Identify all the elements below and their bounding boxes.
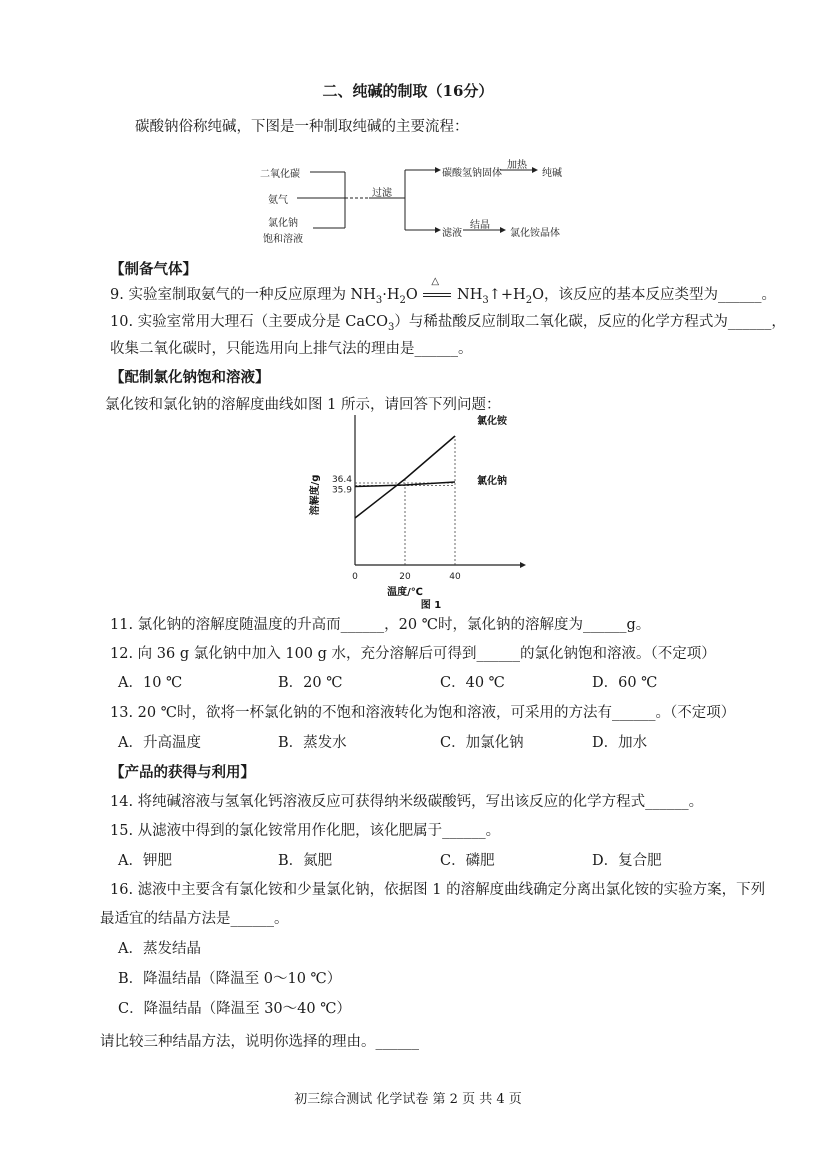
q13-option-a[interactable]: A．升高温度 (118, 735, 201, 751)
flow-input-saturated: 饱和溶液 (263, 234, 303, 245)
question-13: 13. 20 ℃时，欲将一杯氯化钠的不饱和溶液转化为饱和溶液，可采用的方法有______。（不定项） (110, 705, 736, 721)
flow-input-nh3: 氨气 (268, 195, 288, 206)
flow-crystallize-label: 结晶 (470, 220, 490, 231)
series-line-nh4cl (355, 436, 455, 518)
flow-filtrate: 滤液 (442, 228, 462, 239)
flow-solid: 碳酸氢钠固体 (442, 168, 502, 179)
q16-option-c[interactable]: C．降温结晶（降温至 30～40 ℃） (118, 1001, 351, 1017)
question-16: 16. 滤液中主要含有氯化铵和少量氯化钠，依据图 1 的溶解度曲线确定分离出氯化铵的实验方案，下列 (110, 882, 766, 898)
q15-option-b[interactable]: B．氮肥 (278, 853, 333, 869)
y-axis-label: 溶解度/g (310, 474, 321, 516)
flow-filter-label: 过滤 (372, 188, 392, 199)
flow-input-nacl: 氯化钠 (268, 218, 298, 229)
question-12: 12. 向 36 g 氯化钠中加入 100 g 水，充分溶解后可得到______的氯化钠饱和溶液。（不定项） (110, 646, 716, 662)
q12-option-b[interactable]: B．20 ℃ (278, 675, 343, 691)
x-tick-label: 40 (449, 572, 461, 582)
q16-option-b[interactable]: B．降温结晶（降温至 0～10 ℃） (118, 971, 342, 987)
question-14: 14. 将纯碱溶液与氢氧化钙溶液反应可获得纳米级碳酸钙，写出该反应的化学方程式______。 (110, 794, 704, 810)
question-16-reason: 请比较三种结晶方法，说明你选择的理由。______ (100, 1034, 419, 1050)
x-tick-label: 20 (399, 572, 411, 582)
question-16-line2: 最适宜的结晶方法是______。 (100, 911, 289, 927)
q13-option-d[interactable]: D．加水 (592, 735, 648, 751)
flow-product: 纯碱 (542, 168, 562, 179)
series-label: 氯化钠 (477, 476, 507, 487)
q16-option-a[interactable]: A．蒸发结晶 (118, 941, 201, 957)
q15-option-a[interactable]: A．钾肥 (118, 853, 172, 869)
flow-crystal: 氯化铵晶体 (510, 228, 560, 239)
x-tick-label: 0 (352, 572, 358, 582)
flow-heat-label: 加热 (507, 160, 527, 171)
q12-option-d[interactable]: D．60 ℃ (592, 675, 658, 691)
question-10-line2: 收集二氧化碳时，只能选用向上排气法的理由是______。 (110, 341, 473, 357)
chart-caption: 图 1 (420, 600, 442, 610)
section-title: 二、纯碱的制取（16分） (322, 82, 494, 100)
x-axis-label: 温度/℃ (387, 587, 423, 598)
intro-solubility: 氯化铵和氯化钠的溶解度曲线如图 1 所示，请回答下列问题： (105, 397, 501, 413)
y-tick-label: 35.9 (331, 485, 352, 496)
process-flow-diagram (255, 150, 595, 250)
question-15: 15. 从滤液中得到的氯化铵常用作化肥，该化肥属于______。 (110, 823, 501, 839)
series-label: 氯化铵 (477, 416, 507, 427)
y-tick-label: 36.4 (331, 475, 352, 485)
q13-option-b[interactable]: B．蒸发水 (278, 735, 347, 751)
x-axis-arrow (520, 562, 526, 568)
solubility-chart (300, 415, 530, 610)
q15-option-c[interactable]: C．磷肥 (440, 853, 495, 869)
heading-solution: 【配制氯化钠饱和溶液】 (110, 369, 270, 386)
solubility-chart-svg (300, 415, 530, 610)
page-footer: 初三综合测试 化学试卷 第 2 页 共 4 页 (294, 1092, 522, 1107)
q12-option-c[interactable]: C．40 ℃ (440, 675, 505, 691)
heading-product: 【产品的获得与利用】 (110, 764, 255, 781)
flow-input-co2: 二氧化碳 (260, 169, 300, 180)
question-11: 11. 氯化钠的溶解度随温度的升高而______，20 ℃时，氯化钠的溶解度为______g。 (110, 617, 651, 633)
question-10: 10. 实验室常用大理石（主要成分是 CaCO$_3$）与稀盐酸反应制取二氧化碳，反应的化学方程式为______， (110, 314, 786, 333)
question-9: 9. 实验室制取氨气的一种反应原理为 $NH_3\cdot H_2O$ △ $NH_3↑+H_2O$，该反应的基本反应类型为______。 (110, 276, 776, 306)
q13-option-c[interactable]: C．加氯化钠 (440, 735, 524, 751)
heading-gas: 【制备气体】 (110, 261, 197, 278)
q12-option-a[interactable]: A．10 ℃ (118, 675, 183, 691)
intro-text: 碳酸钠俗称纯碱，下图是一种制取纯碱的主要流程： (135, 119, 469, 135)
q15-option-d[interactable]: D．复合肥 (592, 853, 662, 869)
heat-delta-symbol: △ (431, 276, 440, 287)
